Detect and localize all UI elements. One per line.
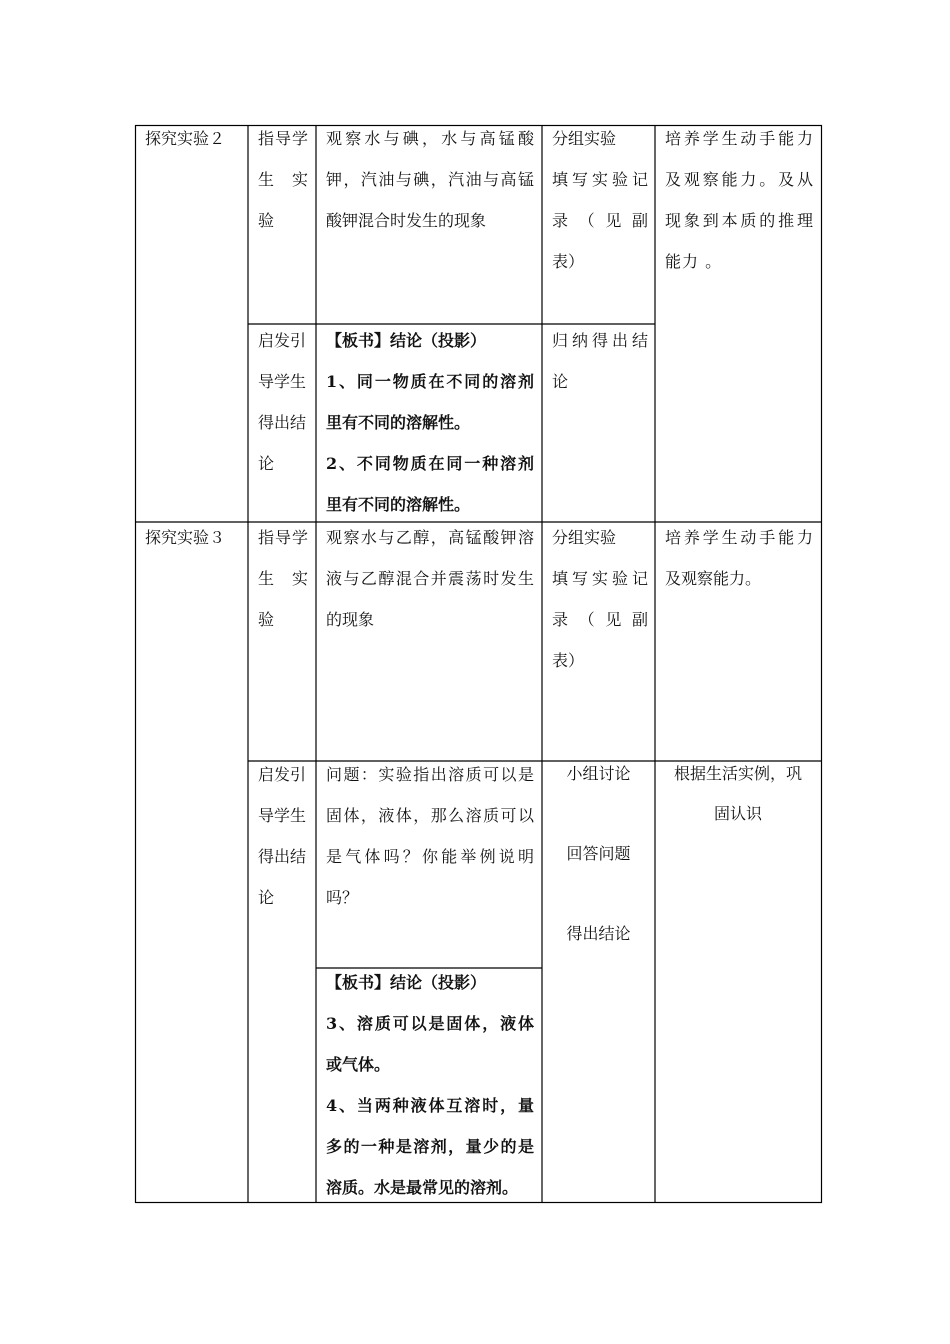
- text-line: 酸钾混合时发生的现象: [326, 211, 487, 230]
- text-line: 启发引: [258, 331, 307, 350]
- text-line: 多的一种是溶剂，量少的是: [326, 1137, 534, 1156]
- section-label: 探究实验２: [145, 129, 226, 148]
- text-line: 录（见副: [552, 610, 648, 629]
- text-line: 填写实验记: [552, 569, 648, 588]
- text-line: 固认识: [713, 804, 762, 823]
- text-line: 小组讨论: [566, 764, 631, 783]
- text-line: 是气体吗？你能举例说明: [326, 847, 534, 866]
- text-line: 里有不同的溶解性。: [326, 495, 471, 514]
- design-intent-cell: [665, 118, 813, 282]
- text-line: 验: [258, 610, 275, 629]
- text-line: 分组实验: [552, 528, 617, 547]
- text-line: 填写实验记: [552, 170, 648, 189]
- text-line: 或气体。: [326, 1055, 391, 1074]
- student-activity-cell: [552, 517, 648, 681]
- design-intent-cell: [665, 517, 813, 599]
- text-line: 里有不同的溶解性。: [326, 413, 471, 432]
- board-heading: 【板书】结论（投影）: [326, 973, 487, 992]
- text-line: 论: [552, 372, 569, 391]
- text-line: 1、同一物质在不同的溶剂: [326, 372, 534, 391]
- text-line: 固体，液体，那么溶质可以: [326, 806, 534, 825]
- text-line: 及观察能力。及从: [665, 170, 813, 189]
- teacher-activity-cell: [258, 517, 308, 640]
- text-line: 吗？: [326, 888, 359, 907]
- text-line: 2、不同物质在同一种溶剂: [326, 454, 534, 473]
- text-line: 4、当两种液体互溶时，量: [326, 1096, 534, 1115]
- text-line: 的现象: [326, 610, 375, 629]
- text-line: 能力 。: [665, 252, 723, 271]
- student-activity-cell: [542, 754, 655, 954]
- question-cell: [326, 754, 534, 918]
- text-line: 指导学: [258, 528, 308, 547]
- text-line: 验: [258, 211, 275, 230]
- section-label: 探究实验３: [145, 528, 226, 547]
- text-line: 问题：实验指出溶质可以是: [326, 765, 534, 784]
- text-line: 及观察能力。: [665, 569, 762, 588]
- text-line: 指导学: [258, 129, 308, 148]
- text-line: 得出结: [258, 413, 307, 432]
- teacher-activity-cell: [258, 320, 308, 484]
- text-line: 钾，汽油与碘，汽油与高锰: [326, 170, 534, 189]
- text-line: 根据生活实例，巩: [673, 764, 802, 783]
- board-conclusion-cell: [326, 320, 534, 525]
- text-line: 录（见副: [552, 211, 648, 230]
- text-line: 表）: [552, 252, 585, 271]
- text-line: 启发引: [258, 765, 307, 784]
- text-line: 现象到本质的推理: [665, 211, 813, 230]
- text-line: 液与乙醇混合并震荡时发生: [326, 569, 534, 588]
- text-line: 观察水与乙醇，高锰酸钾溶: [326, 528, 534, 547]
- content-cell: [326, 517, 534, 640]
- text-line: 生 实: [258, 170, 308, 189]
- text-line: 培养学生动手能力: [665, 129, 813, 148]
- text-line: 归纳得出结: [552, 331, 648, 350]
- content-cell: [326, 118, 534, 241]
- text-line: 培养学生动手能力: [665, 528, 813, 547]
- board-heading: 【板书】结论（投影）: [326, 331, 487, 350]
- text-line: 表）: [552, 651, 585, 670]
- text-line: 生 实: [258, 569, 308, 588]
- design-intent-cell: [655, 754, 821, 834]
- text-line: 导学生: [258, 372, 307, 391]
- student-activity-cell: [552, 118, 648, 282]
- text-line: 回答问题: [566, 844, 631, 863]
- text-line: 导学生: [258, 806, 307, 825]
- text-line: 观察水与碘，水与高锰酸: [326, 129, 534, 148]
- student-activity-cell: [552, 320, 648, 402]
- teacher-activity-cell: [258, 754, 308, 918]
- text-line: 论: [258, 454, 275, 473]
- text-line: 得出结论: [566, 924, 631, 943]
- text-line: 得出结: [258, 847, 307, 866]
- board-conclusion-cell: [326, 962, 534, 1208]
- text-line: 分组实验: [552, 129, 617, 148]
- text-line: 溶质。水是最常见的溶剂。: [326, 1178, 519, 1197]
- text-line: 3、溶质可以是固体，液体: [326, 1014, 534, 1033]
- teacher-activity-cell: [258, 118, 308, 241]
- text-line: 论: [258, 888, 275, 907]
